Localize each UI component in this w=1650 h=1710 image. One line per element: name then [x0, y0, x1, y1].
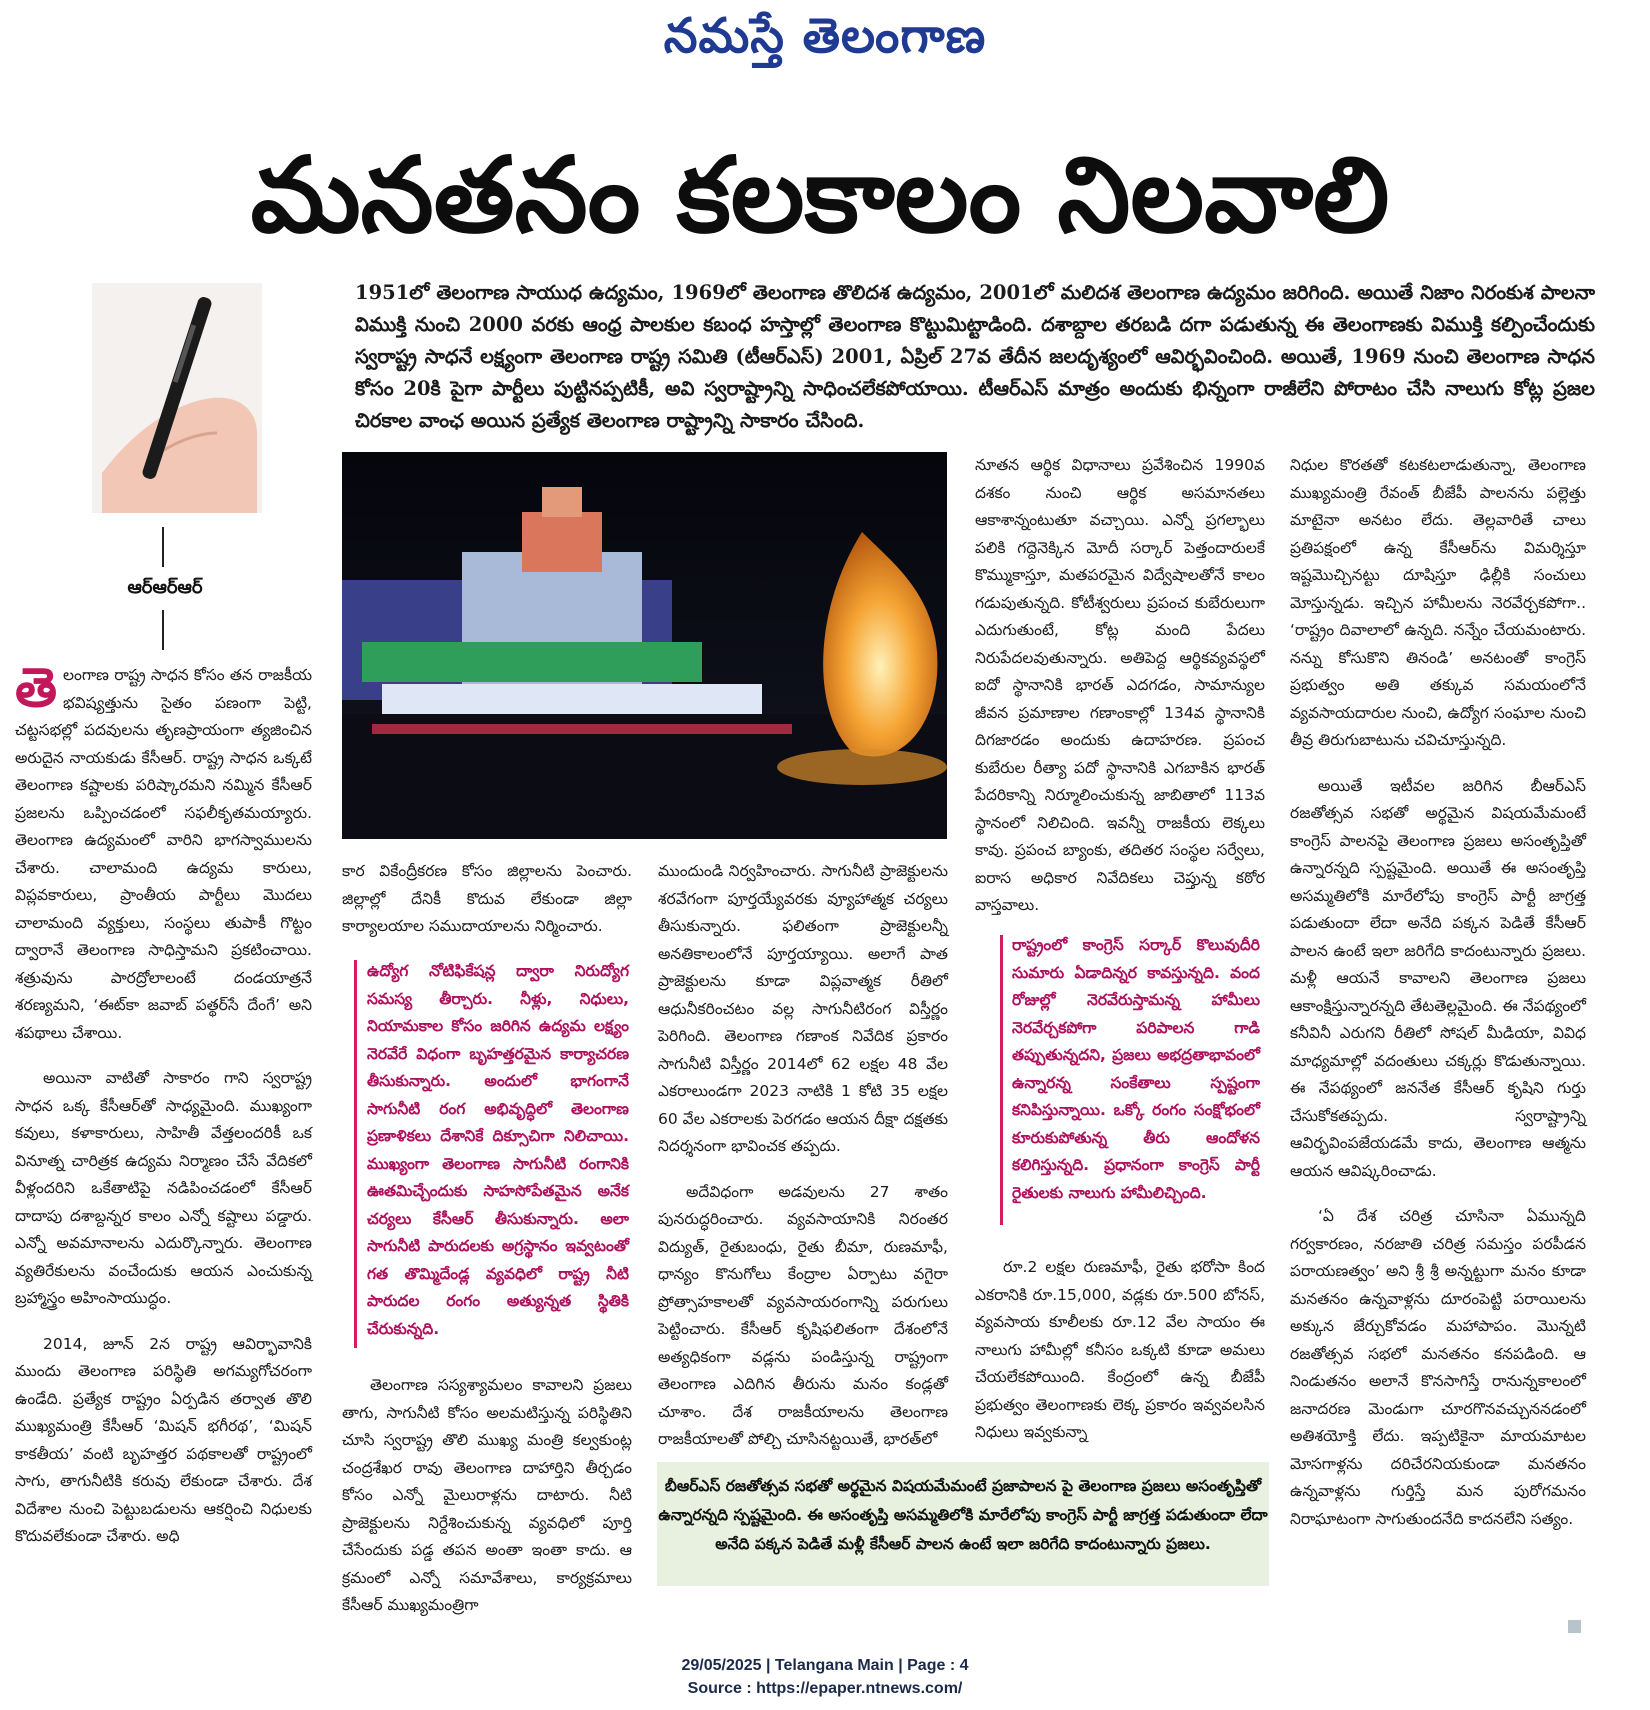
masthead-logo: నమస్తే తెలంగాణ — [663, 8, 987, 64]
col2-paragraph-2: తెలంగాణ సస్యశ్యామలం కావాలని ప్రజలు తాగు, సాగునీటి కోసం అలమటిస్తున్న పరిస్థితిని చూసి స్వరాష్ట్ర తొలి ముఖ్య మంత్రి కల్వకుంట్ల చంద్రశేఖర రావు తెలంగాణ దాహార్తిని తీర్చడం కోసం ఎన్నో మైలురాళ్లను దాటారు. నీటి ప్రాజెక్టులను నిర్దేశించుకున్న వ్యవధిలో పూర్తి చేసేందుకు పడ్డ తపన అంతా ఇంతా కాదు. ఆ క్రమంలో ఎన్నో సమావేశాలు, కార్యక్రమాలు కేసీఆర్ ముఖ్యమంత్రిగా — [342, 1376, 632, 1614]
column-5 — [1290, 452, 1586, 1551]
col2-quote-bar — [354, 960, 357, 1348]
pen-illustration — [92, 283, 262, 513]
col3-paragraph-2: అదేవిధంగా అడవులను 27 శాతం పునరుద్ధరించారు. వ్యవసాయానికి నిరంతర విద్యుత్, రైతుబంధు, రైతు బీమా, రుణమాఫీ, ధాన్యం కొనుగోలు కేంద్రాల ఏర్పాటు వగైరా ప్రోత్సాహకాలతో వ్యవసాయరంగాన్ని పరుగులు పెట్టించారు. కేసీఆర్ కృషిఫలితంగా దేశంలోనే అత్యధికంగా వడ్లను పండిస్తున్న రాష్ట్రంగా తెలంగాణ ఎదిగిన తీరును మనం కండ్లతో చూశాం. దేశ రాజకీయాలను తెలంగాణ రాజకీయాలతో పోల్చి చూసినట్టయితే, భారత్‌లో — [658, 1182, 948, 1448]
col4-paragraph-1: నూతన ఆర్థిక విధానాలు ప్రవేశించిన 1990వ దశకం నుంచి ఆర్థిక అసమానతలు ఆకాశాన్నంటుతూ వచ్చాయి. ఎన్నో ప్రగల్భాలు పలికి గద్దెనెక్కిన మోదీ సర్కార్ పెత్తందారులకే కొమ్ముకాస్తూ, మతపరమైన విద్వేషాలతోనే కాలం గడుపుతున్నది. కోటీశ్వరులు ప్రపంచ కుబేరులుగా ఎదుగుతుంటే, కోట్ల మంది పేదలు నిరుపేదలవుతున్నారు. అతిపెద్ద ఆర్థికవ్యవస్థలో ఐదో స్థానానికి భారత్ ఎదగడం, సామాన్యుల జీవన ప్రమాణాల గణాంకాల్లో 134వ స్థానానికి దిగజారడం అందుకు ఉదాహరణ. ప్రపంచ కుబేరుల రీత్యా పదో స్థానానికి ఎగబాకిన భారత్ పేదరికాన్ని నిర్మూలించుకున్న జాబితాలో 113వ స్థానంలో నిలిచింది. ఇవన్నీ రాజకీయ లెక్కలు కావు. ప్రపంచ బ్యాంకు, తదితర సంస్థల సర్వేలు, ఐరాస అధికార నివేదికలు చెప్తున్న కఠోర వాస్తవాలు. — [975, 456, 1265, 914]
headline: మనతనం కలకాలం నిలవాలి — [250, 134, 1390, 256]
col4-paragraph-2: రూ.2 లక్షల రుణమాఫీ, రైతు భరోసా కింద ఎకరానికి రూ.15,000, వడ్లకు రూ.500 బోనస్, వ్యవసాయ కూలీలకు రూ.12 వేల సాయం ఈ నాలుగు హామీల్లో కనీసం ఒక్కటి కూడా అమలు చేయలేకపోయింది. కేంద్రంలో ఉన్న బీజేపీ ప్రభుత్వం తెలంగాణకు లెక్క ప్రకారం ఇవ్వవలసిన నిధులు ఇవ్వకున్నా — [975, 1258, 1265, 1441]
col1-paragraph-3: 2014, జూన్ 2న రాష్ట్ర ఆవిర్భావానికి ముందు తెలంగాణ పరిస్థితి అగమ్యగోచరంగా ఉండేది. ప్రత్యేక రాష్ట్రం ఏర్పడిన తర్వాత తొలి ముఖ్యమంత్రి కేసీఆర్ ‘మిషన్ భగీరథ’, ‘మిషన్ కాకతీయ’ వంటి బృహత్తర పథకాలతో రాష్ట్రంలో సాగు, తాగునీటికి కరువు లేకుండా చేశారు. దేశ విదేశాల నుంచి పెట్టుబడులను ఆకర్షించి నిధులకు కొదువలేకుండా చేశారు. అధి — [15, 1334, 312, 1545]
secretariat-photo — [342, 452, 947, 839]
intro-paragraph: 1951లో తెలంగాణ సాయుధ ఉద్యమం, 1969లో తెలంగాణ తొలిదశ ఉద్యమం, 2001లో మలిదశ తెలంగాణ ఉద్యమం జరిగింది. అయితే నిజాం నిరంకుశ పాలనా విముక్తి నుంచి 2000 వరకు ఆంధ్ర పాలకుల కబంధ హస్తాల్లో తెలంగాణ కొట్టుమిట్టాడింది. దశాబ్దాల తరబడి దగా పడుతున్న ఈ తెలంగాణకు విముక్తి కల్పించేందుకు స్వరాష్ట్ర సాధనే లక్ష్యంగా తెలంగాణ రాష్ట్ర సమితి (టీఆర్ఎస్) 2001, ఏప్రిల్ 27వ తేదీన జలదృశ్యంలో ఆవిర్భవించింది. అయితే, 1969 నుంచి తెలంగాణ సాధన కోసం 20కి పైగా పార్టీలు పుట్టినప్పటికీ, అవి స్వరాష్ట్రాన్ని సాధించలేకపోయాయి. టీఆర్ఎస్ మాత్రం అందుకు భిన్నంగా రాజీలేని పోరాటం చేసి నాలుగు కోట్ల ప్రజల చిరకాల వాంఛ అయిన ప్రత్యేక తెలంగాణ రాష్ట్రాన్ని సాకారం చేసింది. — [355, 281, 1595, 432]
footer-date-line: 29/05/2025 | Telangana Main | Page : 4 — [681, 1657, 969, 1674]
col2-paragraph-1: కార వికేంద్రీకరణ కోసం జిల్లాలను పెంచారు. జిల్లాల్లో దేనికీ కొదువ లేకుండా జిల్లా కార్యాలయాల సముదాయాలను నిర్మించారు. — [342, 862, 632, 935]
col2-pull-quote: ఉద్యోగ నోటిఫికేషన్ల ద్వారా నిరుద్యోగ సమస్య తీర్చారు. నీళ్లు, నిధులు, నియామకాల కోసం జరిగిన ఉద్యమ లక్ష్యం నెరవేరే విధంగా బృహత్తరమైన కార్యాచరణ తీసుకున్నారు. అందులో భాగంగానే సాగునీటి రంగ అభివృద్ధిలో తెలంగాణ ప్రణాళికలు దేశానికే దిక్సూచిగా నిలిచాయి. ముఖ్యంగా తెలంగాణ సాగునీటి రంగానికి ఊతమిచ్చేందుకు సాహసోపేతమైన అనేక చర్యలు కేసీఆర్ తీసుకున్నారు. అలా సాగునీటి పారుదలకు అగ్రస్థానం ఇవ్వటంతో గత తొమ్మిదేండ్ల వ్యవధిలో రాష్ట్ర నీటి పారుదల రంగం అత్యున్నత స్థితికి చేరుకున్నది. — [367, 962, 629, 1338]
col1-text-1: లంగాణ రాష్ట్ర సాధన కోసం తన రాజకీయ భవిష్యత్తును సైతం పణంగా పెట్టి, చట్టసభల్లో పదవులను తృణప్రాయంగా త్యజించిన అరుదైన నాయకుడు కేసీఆర్. రాష్ట్ర సాధన ఒక్కటే తెలంగాణ కష్టాలకు పరిష్కారమని నమ్మిన కేసీఆర్ ప్రజలను ఒప్పించడంలో సఫలీకృతమయ్యారు. తెలంగాణ ఉద్యమంలో వారిని భాగస్వాములను చేశారు. చాలామంది ఉద్యమ కారులు, విప్లవకారులు, ప్రాంతీయ పార్టీలు మొదలు చాలామంది వ్యక్తులు, సంస్థలు తుపాకీ గొట్టం ద్వారానే తెలంగాణ సాధిస్తామని ప్రకటించాయి. శత్రువును పారద్రోలాలంటే దండయాత్రనే శరణ్యమని, ‘ఈట్‌కా జవాబ్ పత్థర్‌సే దేంగే’ అని శపథాలు చేశాయి. — [15, 666, 312, 1042]
col5-paragraph-3: ‘ఏ దేశ చరిత్ర చూసినా ఏమున్నది గర్వకారణం, నరజాతి చరిత్ర సమస్తం పరపీడన పరాయణత్వం’ అని శ్రీ శ్రీ అన్నట్టుగా మనం కూడా మనతనం ఉన్నవాళ్లను దూరంపెట్టి పరాయిలను అక్కున జేర్చుకోవడం మహాపాపం. మొన్నటి రజతోత్సవ సభలో మనతనం కనపడింది. ఆ నిండుతనం అలానే కొనసాగిస్తే రానున్నకాలంలో జనాదరణ మెండుగా చూరగొనవచ్చుననడంలో అతిశయోక్తి లేదు. ఇప్పటికైనా మాయమాటల మోసగాళ్లను దరిచేరనియకుండా మనతనం ఉన్నవాళ్లను గుర్తిస్తే మన పురోగమనం నిరాఘాటంగా సాగుతుందనేది కాదనలేని సత్యం. — [1290, 1207, 1586, 1528]
col5-paragraph-1: నిధుల కొరతతో కటకటలాడుతున్నా, తెలంగాణ ముఖ్యమంత్రి రేవంత్ బీజేపీ పాలనను పల్లెత్తు మాటైనా అనటం లేదు. తెల్లవారితే చాలు ప్రతిపక్షంలో ఉన్న కేసీఆర్‌ను విమర్శిస్తూ ఇష్టమొచ్చినట్టు దూషిస్తూ ఢిల్లీకి సంచులు మోస్తున్నడు. ఇచ్చిన హామీలను నెరవేర్చకపోగా.. ‘రాష్ట్రం దివాలాలో ఉన్నది. నన్నేం చేయమంటారు. నన్ను కోసుకొని తినండి’ అనటంతో కాంగ్రెస్ ప్రభుత్వం అతి తక్కువ సమయంలోనే వ్యవసాయదారుల నుంచి, ఉద్యోగ సంఘాల నుంచి తీవ్ర తిరుగుబాటును చవిచూస్తున్నది. — [1290, 456, 1586, 749]
col4-quote-bar — [1000, 935, 1003, 1225]
byline-rule-top — [162, 527, 164, 567]
column-2 — [342, 858, 632, 959]
col5-paragraph-2: అయితే ఇటీవల జరిగిన బీఆర్ఎస్ రజతోత్సవ సభతో అర్థమైన విషయమేమంటే కాంగ్రెస్ పాలనపై తెలంగాణ ప్రజలు అసంతృప్తితో ఉన్నారన్నది స్పష్టమైంది. అయితే ఈ అసంతృప్తి అసమ్మతిలోకి మారేలోపు కాంగ్రెస్ పార్టీ జాగ్రత్త పడుతుందా లేదా అనేది పక్కన పెడితే కేసీఆర్ పాలన ఉంటే ఇలా జరిగేది కాదంటున్నారు ప్రజలు. మళ్లీ ఆయనే కావాలని తెలంగాణ ప్రజలు ఆకాంక్షిస్తున్నారన్నది తేటతెల్లమైంది. ఈ నేపథ్యంలో కనీవినీ ఎరుగని రీతిలో సోషల్ మీడియా, వివిధ మాధ్యమాల్లో వదంతులు చక్కర్లు కొడుతున్నాయి. ఈ నేపథ్యంలో జననేత కేసీఆర్ కృషిని గుర్తు చేసుకోకతప్పదు. స్వరాష్ట్రాన్ని ఆవిర్భవింపజేయడమే కాదు, తెలంగాణ ఆత్మను ఆయన ఆవిష్కరించాడు. — [1290, 776, 1586, 1180]
col1-paragraph-2: అయినా వాటితో సాకారం గాని స్వరాష్ట్ర సాధన ఒక్క కేసీఆర్‌తో సాధ్యమైంది. ముఖ్యంగా కవులు, కళాకారులు, సాహితీ వేత్తలందరికీ ఒక వినూత్న చారిత్రక ఉద్యమ నిర్మాణం చేసే వేదికలో వీళ్లందరిని ఒకేతాటిపై నడిపించడంలో కేసీఆర్ దాదాపు దశాబ్దన్నర కాలం ఎన్నో కష్టాలు పడ్డారు. ఎన్నో అవమానాలను ఎదుర్కొన్నారు. తెలంగాణ వ్యతిరేకులను వంచేందుకు ఆయన ఎంచుకున్న బ్రహ్మాస్త్రం అహింసాయుద్ధం. — [15, 1069, 312, 1307]
end-mark — [1568, 1620, 1581, 1633]
highlight-box: బీఆర్ఎస్ రజతోత్సవ సభతో అర్థమైన విషయమేమంటే ప్రజాపాలన పై తెలంగాణ ప్రజలు అసంతృప్తితో ఉన్నారన్నది స్పష్టమైంది. ఈ అసంతృప్తి అసమ్మతిలోకి మారేలోపు కాంగ్రెస్ పార్టీ జాగ్రత్త పడుతుందా లేదా అనేది పక్కన పెడితే మళ్లీ కేసీఆర్ పాలన ఉంటే ఇలా జరిగేది కాదంటున్నారు ప్రజలు. — [657, 1462, 1269, 1586]
column-4-lower — [975, 1254, 1265, 1465]
col4-pull-quote: రాష్ట్రంలో కాంగ్రెస్ సర్కార్ కొలువుదీరి సుమారు ఏడాదిన్నర కావస్తున్నది. వంద రోజుల్లో నెరవేరుస్తామన్న హామీలు నెరవేర్చకపోగా పరిపాలన గాడి తప్పుతున్నదని, ప్రజలు అభద్రతాభావంలో ఉన్నారన్న సంకేతాలు స్పష్టంగా కనిపిస్తున్నాయి. ఒక్కో రంగం సంక్షోభంలో కూరుకుపోతున్న తీరు ఆందోళన కలిగిస్తున్నది. ప్రధానంగా కాంగ్రెస్ పార్టీ రైతులకు నాలుగు హామీలిచ్చింది. — [1012, 936, 1260, 1202]
column-1 — [15, 656, 312, 1569]
footer-source-line: Source : https://epaper.ntnews.com/ — [687, 1680, 963, 1697]
byline: ఆర్ఆర్ఆర్ — [127, 577, 203, 598]
column-3 — [658, 858, 948, 1472]
col3-paragraph-1: ముందుండి నిర్వహించారు. సాగునీటి ప్రాజెక్టులను శరవేగంగా పూర్తయ్యేవరకు వ్యూహాత్మక చర్యలు తీసుకున్నారు. ఫలితంగా ప్రాజెక్టులన్నీ అనతికాలంలోనే పూర్తయ్యాయి. అలాగే పాత ప్రాజెక్టులను కూడా విప్లవాత్మక రీతిలో ఆధునీకరించటం వల్ల సాగునీటిరంగ విస్తీర్ణం పెరిగింది. తెలంగాణ గణాంక నివేదిక ప్రకారం సాగునీటి విస్తీర్ణం 2014లో 62 లక్షల 48 వేల ఎకరాలుండగా 2023 నాటికి 1 కోటి 35 లక్షల 60 వేల ఎకరాలకు పెరగడం ఆయన దీక్షా దక్షతకు నిదర్శనంగా భావించక తప్పదు. — [658, 862, 948, 1155]
col1-paragraph-1 — [15, 656, 312, 1047]
column-4 — [975, 452, 1265, 938]
drop-cap: తె — [15, 656, 58, 719]
byline-rule-bottom — [162, 610, 164, 650]
column-2-lower — [342, 1372, 632, 1638]
